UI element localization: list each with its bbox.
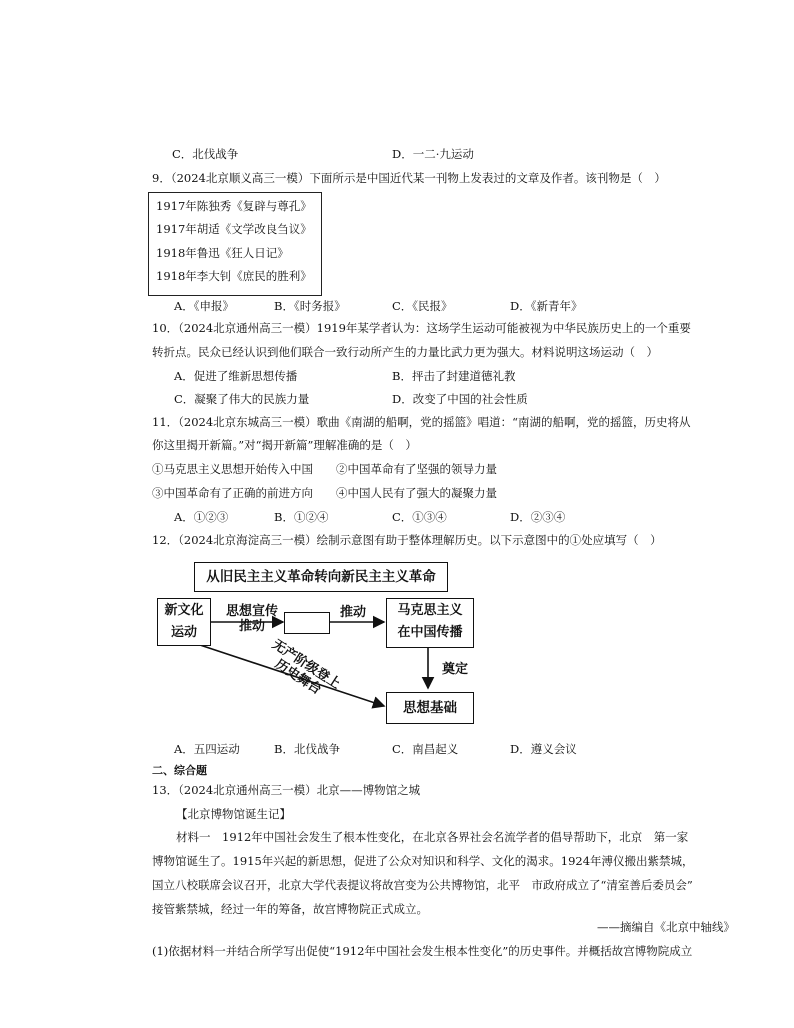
q13-material-line2: 博物馆诞生了。1915年兴起的新思想，促进了公众对知识和科学、文化的渴求。1924年溥仪搬出紫禁城， — [152, 854, 694, 868]
q12-option-a: A．五四运动 — [174, 742, 240, 756]
q10-option-d: D．改变了中国的社会性质 — [392, 392, 528, 406]
label-propaganda: 思想宣传推动 — [226, 604, 279, 634]
q12-stem: 12．（2024北京海淀高三一模）绘制示意图有助于整体理解历史。以下示意图中的①处应填写（ ） — [152, 533, 662, 547]
q11-item-4: ④中国人民有了强大的凝聚力量 — [336, 486, 497, 500]
box-new-culture-movement — [157, 598, 211, 646]
q9-article-3: 1918年鲁迅《狂人日记》 — [156, 246, 289, 260]
box-ideological-foundation: 思想基础 — [386, 692, 474, 724]
q13-stem: 13．（2024北京通州高三一模）北京——博物馆之城 — [152, 783, 421, 797]
q9-stem: 9．（2024北京顺义高三一模）下面所示是中国近代某一刊物上发表过的文章及作者。该刊物是（ ） — [152, 171, 666, 185]
q8-option-d: D．一二·九运动 — [392, 147, 474, 161]
q10-stem-line1: 10．（2024北京通州高三一模）1919年某学者认为：这场学生运动可能被视为中华民族历史上的一个重要 — [152, 321, 691, 335]
q12-option-d: D．遵义会议 — [510, 742, 577, 756]
q11-option-d: D．②③④ — [510, 510, 566, 524]
label-push: 推动 — [340, 605, 367, 620]
q11-stem-line1: 11．（2024北京东城高三一模）歌曲《南湖的船啊，党的摇篮》唱道：“南湖的船啊，党的摇篮，历史将从 — [152, 415, 691, 429]
q10-stem-line2: 转折点。民众已经认识到他们联合一致行动所产生的力量比武力更为强大。材料说明这场运动（ ） — [152, 345, 658, 359]
q11-item-1: ①马克思主义思想开始传入中国 — [152, 462, 313, 476]
section-heading: 二、综合题 — [152, 764, 207, 777]
q13-material-line1: 材料一 1912年中国社会发生了根本性变化，在北京各界社会名流学者的倡导帮助下，北京 第一家 — [176, 830, 689, 844]
q8-option-c: C．北伐战争 — [172, 147, 239, 161]
q9-option-c: C．《民报》 — [392, 299, 453, 313]
q9-article-4: 1918年李大钊《庶民的胜利》 — [156, 269, 312, 283]
q10-option-c: C．凝聚了伟大的民族力量 — [174, 392, 310, 406]
blank-box-1 — [284, 612, 330, 634]
box-new-culture-movement-label: 新文化运动 — [164, 603, 204, 640]
q13-material-line3: 国立八校联席会议召开，北京大学代表提议将故宫变为公共博物馆，北平 市政府成立了“清室善后委员会” — [152, 878, 693, 892]
q11-item-3: ③中国革命有了正确的前进方向 — [152, 486, 313, 500]
q9-article-1: 1917年陈独秀《复辟与尊孔》 — [156, 199, 312, 213]
q11-stem-line2: 你这里揭开新篇。”对“揭开新篇”理解准确的是（ ） — [152, 438, 417, 452]
box-marxism-spread-label: 马克思主义在中国传播 — [397, 603, 463, 640]
q13-material-line4: 接管紫禁城，经过一年的筹备，故宫博物院正式成立。 — [152, 902, 428, 916]
q10-option-b: B．抨击了封建道德礼教 — [392, 369, 516, 383]
q13-subtitle: 【北京博物馆诞生记】 — [176, 807, 291, 821]
q12-diagram — [150, 560, 490, 735]
q9-option-b: B．《时务报》 — [274, 299, 346, 313]
diagram-title-box: 从旧民主主义革命转向新民主主义革命 — [194, 562, 448, 592]
q11-option-b: B．①②④ — [274, 510, 329, 524]
q9-option-a: A．《申报》 — [174, 299, 235, 313]
q12-option-c: C．南昌起义 — [392, 742, 459, 756]
q12-option-b: B．北伐战争 — [274, 742, 340, 756]
label-proletariat: 无产阶级登上历史舞台 — [269, 637, 343, 698]
q10-option-a: A．促进了维新思想传播 — [174, 369, 298, 383]
q11-item-2: ②中国革命有了坚强的领导力量 — [336, 462, 497, 476]
q11-option-a: A．①②③ — [174, 510, 229, 524]
q9-option-d: D．《新青年》 — [510, 299, 583, 313]
box-marxism-spread — [386, 598, 474, 648]
q9-article-2: 1917年胡适《文学改良刍议》 — [156, 222, 312, 236]
label-lay-foundation: 奠定 — [442, 662, 469, 677]
q13-subquestion-1: (1)依据材料一并结合所学写出促使“1912年中国社会发生根本性变化”的历史事件。并概括故宫博物院成立 — [152, 944, 693, 958]
q11-option-c: C．①③④ — [392, 510, 447, 524]
q13-source: ——摘编自《北京中轴线》 — [597, 920, 735, 934]
